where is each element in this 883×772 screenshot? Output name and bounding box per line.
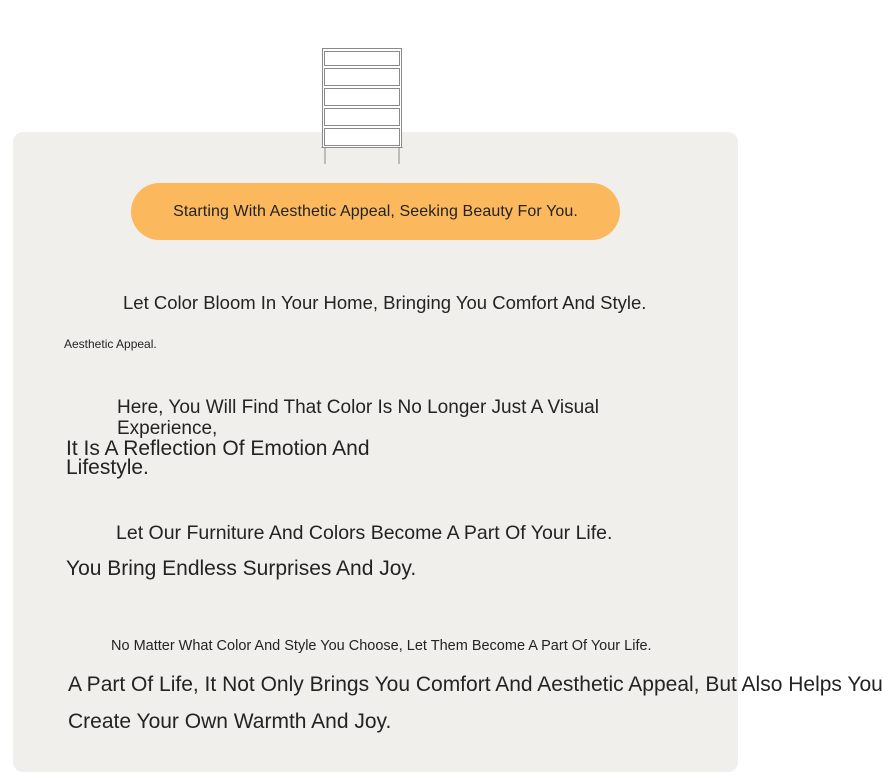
aesthetic-appeal-caption: Aesthetic Appeal.	[64, 337, 157, 351]
warmth-line: Create Your Own Warmth And Joy.	[68, 710, 392, 733]
no-matter-line: No Matter What Color And Style You Choose, Let Them Become A Part Of Your Life.	[111, 638, 652, 654]
surprises-line: You Bring Endless Surprises And Joy.	[66, 557, 417, 580]
furniture-colors-line: Let Our Furniture And Colors Become A Part Of Your Life.	[116, 522, 613, 544]
reflection-line: It Is A Reflection Of Emotion And Lifestyle.	[66, 437, 370, 479]
part-of-life-line: A Part Of Life, It Not Only Brings You Comfort And Aesthetic Appeal, But Also Helps You	[68, 673, 883, 696]
dresser-icon	[318, 46, 406, 168]
color-bloom-line: Let Color Bloom In Your Home, Bringing You Comfort And Style.	[123, 292, 647, 313]
headline-text: Starting With Aesthetic Appeal, Seeking Beauty For You.	[173, 202, 578, 220]
visual-experience-line: Here, You Will Find That Color Is No Longer Just A Visual Experience,	[117, 397, 599, 439]
headline-pill	[131, 183, 620, 240]
